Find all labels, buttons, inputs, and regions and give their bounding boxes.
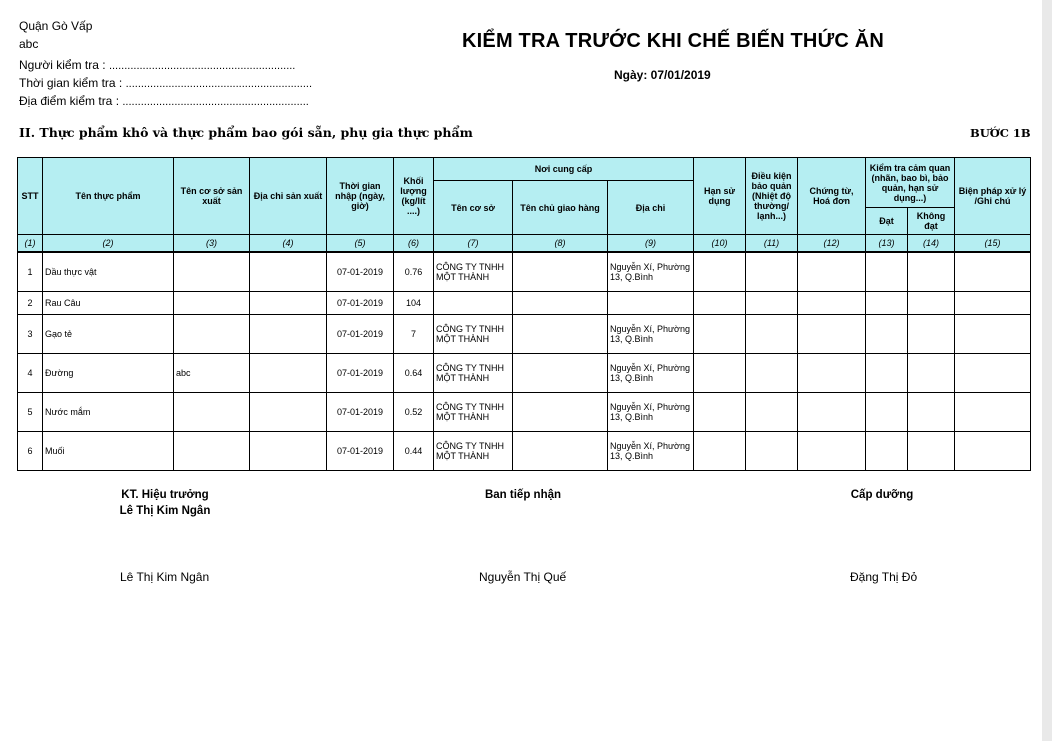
step-label: BƯỚC 1B (970, 126, 1031, 140)
group-sensory-check: Kiểm tra cảm quan (nhãn, bao bì, bảo quản, hạn sử dụng...) (866, 158, 955, 208)
column-index-row (18, 235, 1031, 253)
row-supplier-name: CÔNG TY TNHH MỘT THÀNH (434, 252, 513, 291)
table-body (18, 252, 1031, 470)
row-pass (866, 291, 908, 314)
document-date: Ngày: 07/01/2019 (614, 68, 711, 82)
row-pass (866, 252, 908, 291)
table-row (18, 291, 1031, 314)
principal-name-bold: Lê Thị Kim Ngân (119, 505, 211, 517)
row-documents (798, 353, 866, 392)
column-index: (6) (394, 235, 434, 253)
row-supplier-owner (513, 392, 608, 431)
row-stt: 5 (18, 392, 43, 431)
col-supplier-address: Địa chỉ (608, 181, 694, 235)
time-line (19, 76, 312, 92)
row-documents (798, 291, 866, 314)
column-index: (1) (18, 235, 43, 253)
row-import-time: 07-01-2019 (327, 353, 394, 392)
column-index: (11) (746, 235, 798, 253)
row-stt: 6 (18, 431, 43, 470)
principal-title: KT. Hiệu trưởng (121, 489, 209, 501)
row-storage (746, 314, 798, 353)
row-fail (908, 291, 955, 314)
school-label: abc (19, 37, 39, 51)
row-producer-address (250, 252, 327, 291)
column-index: (4) (250, 235, 327, 253)
table-row (18, 314, 1031, 353)
col-expiry: Hạn sử dụng (694, 158, 746, 235)
inspector-line (19, 58, 295, 74)
row-storage (746, 291, 798, 314)
row-producer-address (250, 431, 327, 470)
row-pass (866, 392, 908, 431)
row-supplier-name: CÔNG TY TNHH MỘT THÀNH (434, 431, 513, 470)
row-action (955, 252, 1031, 291)
receiver-title: Ban tiếp nhận (484, 489, 562, 501)
row-supplier-address: Nguyễn Xí, Phường 13, Q.Bình (608, 353, 694, 392)
col-weight: Khối lượng (kg/lít ....) (394, 158, 434, 235)
col-pass: Đạt (866, 208, 908, 235)
column-index: (8) (513, 235, 608, 253)
row-producer (174, 431, 250, 470)
row-weight: 0.76 (394, 252, 434, 291)
row-import-time: 07-01-2019 (327, 431, 394, 470)
col-action: Biện pháp xử lý /Ghi chú (955, 158, 1031, 235)
row-storage (746, 431, 798, 470)
row-fail (908, 353, 955, 392)
place-line (19, 94, 309, 110)
row-documents (798, 431, 866, 470)
row-supplier-address: Nguyễn Xí, Phường 13, Q.Bình (608, 314, 694, 353)
row-import-time: 07-01-2019 (327, 291, 394, 314)
row-weight: 104 (394, 291, 434, 314)
row-supplier-address: Nguyễn Xí, Phường 13, Q.Bình (608, 252, 694, 291)
row-supplier-name: CÔNG TY TNHH MỘT THÀNH (434, 392, 513, 431)
row-producer (174, 291, 250, 314)
column-index: (2) (43, 235, 174, 253)
row-action (955, 291, 1031, 314)
row-expiry (694, 392, 746, 431)
row-food-name: Muối (43, 431, 174, 470)
row-food-name: Rau Câu (43, 291, 174, 314)
row-import-time: 07-01-2019 (327, 314, 394, 353)
row-food-name: Đường (43, 353, 174, 392)
col-import-time: Thời gian nhập (ngày, giờ) (327, 158, 394, 235)
row-producer (174, 252, 250, 291)
row-producer-address (250, 314, 327, 353)
row-import-time: 07-01-2019 (327, 392, 394, 431)
place-label: Địa điểm kiểm tra : (19, 94, 120, 108)
inspection-table (17, 157, 1031, 471)
row-fail (908, 392, 955, 431)
col-food-name: Tên thực phẩm (43, 158, 174, 235)
row-stt: 1 (18, 252, 43, 291)
row-storage (746, 252, 798, 291)
row-fail (908, 314, 955, 353)
row-supplier-name (434, 291, 513, 314)
row-producer (174, 314, 250, 353)
col-producer: Tên cơ sở sản xuất (174, 158, 250, 235)
col-fail: Không đạt (908, 208, 955, 235)
row-supplier-name: CÔNG TY TNHH MỘT THÀNH (434, 353, 513, 392)
column-index: (7) (434, 235, 513, 253)
row-supplier-address: Nguyễn Xí, Phường 13, Q.Bình (608, 431, 694, 470)
row-pass (866, 431, 908, 470)
viewer-scroll-edge (1042, 0, 1052, 741)
row-fail (908, 431, 955, 470)
row-supplier-owner (513, 252, 608, 291)
time-label: Thời gian kiểm tra : (19, 76, 123, 90)
row-documents (798, 314, 866, 353)
document-title: KIỂM TRA TRƯỚC KHI CHẾ BIẾN THỨC ĂN (462, 30, 885, 52)
principal-signature-name: Lê Thị Kim Ngân (120, 570, 210, 584)
place-dots: ............................................................. (122, 96, 309, 108)
row-action (955, 353, 1031, 392)
row-supplier-address (608, 291, 694, 314)
row-documents (798, 392, 866, 431)
row-storage (746, 353, 798, 392)
cook-title: Cấp dưỡng (850, 489, 914, 501)
row-supplier-address: Nguyễn Xí, Phường 13, Q.Bình (608, 392, 694, 431)
table-row (18, 431, 1031, 470)
section-title: II. Thực phẩm khô và thực phẩm bao gói sẵn, phụ gia thực phẩm (19, 125, 473, 140)
row-producer (174, 392, 250, 431)
row-expiry (694, 252, 746, 291)
table-row (18, 392, 1031, 431)
row-supplier-name: CÔNG TY TNHH MỘT THÀNH (434, 314, 513, 353)
row-storage (746, 392, 798, 431)
table-row (18, 252, 1031, 291)
row-producer-address (250, 353, 327, 392)
row-food-name: Dầu thực vật (43, 252, 174, 291)
inspector-dots: ............................................................. (108, 60, 296, 72)
column-index: (5) (327, 235, 394, 253)
row-supplier-owner (513, 431, 608, 470)
column-index: (3) (174, 235, 250, 253)
row-expiry (694, 291, 746, 314)
column-index: (10) (694, 235, 746, 253)
table-row (18, 353, 1031, 392)
col-storage: Điều kiện bảo quản (Nhiệt độ thường/ lạnh...) (746, 158, 798, 235)
row-stt: 3 (18, 314, 43, 353)
row-supplier-owner (513, 314, 608, 353)
row-producer-address (250, 392, 327, 431)
column-index: (9) (608, 235, 694, 253)
col-supplier-name: Tên cơ sở (434, 181, 513, 235)
group-supplier: Nơi cung cấp (434, 158, 694, 181)
row-supplier-owner (513, 291, 608, 314)
col-stt: STT (18, 158, 43, 235)
row-action (955, 392, 1031, 431)
row-weight: 7 (394, 314, 434, 353)
col-documents: Chứng từ, Hoá đơn (798, 158, 866, 235)
row-pass (866, 353, 908, 392)
row-action (955, 314, 1031, 353)
receiver-signature-name: Nguyễn Thị Quế (479, 570, 567, 584)
time-dots: ............................................................. (125, 78, 313, 90)
row-expiry (694, 314, 746, 353)
row-weight: 0.64 (394, 353, 434, 392)
row-expiry (694, 431, 746, 470)
col-supplier-owner: Tên chủ giao hàng (513, 181, 608, 235)
row-expiry (694, 353, 746, 392)
row-action (955, 431, 1031, 470)
col-producer-address: Địa chỉ sản xuất (250, 158, 327, 235)
row-weight: 0.52 (394, 392, 434, 431)
row-food-name: Gạo tẻ (43, 314, 174, 353)
row-stt: 4 (18, 353, 43, 392)
row-supplier-owner (513, 353, 608, 392)
row-documents (798, 252, 866, 291)
column-index: (15) (955, 235, 1031, 253)
column-index: (14) (908, 235, 955, 253)
row-stt: 2 (18, 291, 43, 314)
inspector-label: Người kiểm tra : (19, 58, 106, 72)
column-index: (12) (798, 235, 866, 253)
row-producer: abc (174, 353, 250, 392)
row-import-time: 07-01-2019 (327, 252, 394, 291)
row-weight: 0.44 (394, 431, 434, 470)
column-index: (13) (866, 235, 908, 253)
row-producer-address (250, 291, 327, 314)
row-fail (908, 252, 955, 291)
row-pass (866, 314, 908, 353)
cook-signature-name: Đặng Thị Đỏ (850, 570, 918, 584)
district-label: Quận Gò Vấp (19, 19, 93, 33)
row-food-name: Nước mắm (43, 392, 174, 431)
